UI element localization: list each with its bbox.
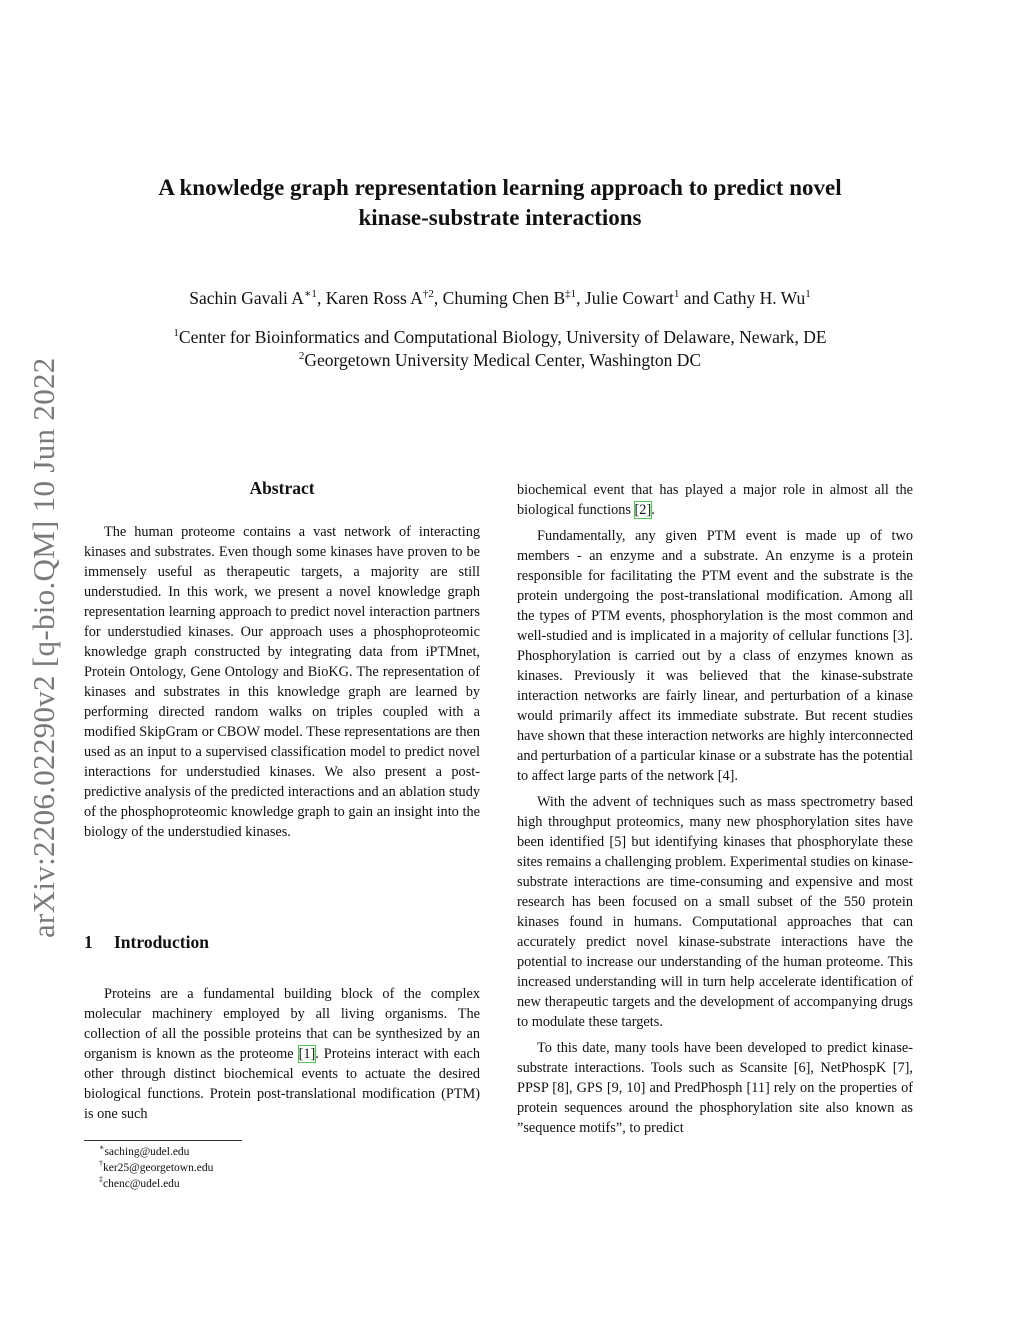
body-paragraph: Fundamentally, any given PTM event is made up of two members - an enzyme and a substrate. An enzyme is a protein responsible for facilitating the PTM event and the substrate is the protein undergoing the post-translational modification. Among all the types of PTM events, phosphorylation is the most common and well-studied and is implicated in a majority of cellular functions [3]. Phosphorylation is carried out by a class of enzymes known as kinases. Previously it was believed that the kinase-substrate interaction networks are fairly linear, and perturbation of a kinase would primarily affect its immediate substrate. But recent studies have shown that these interaction networks are highly interconnected and perturbation of a particular kinase or a substrate has the potential to affect large parts of the network [4]. xyxy=(517,528,913,784)
author-and: and xyxy=(679,288,714,308)
intro-paragraph xyxy=(84,984,480,1124)
author-mark: 1 xyxy=(805,288,811,301)
author-mark: ‡1 xyxy=(565,288,577,301)
author-name: Cathy H. Wu xyxy=(713,288,806,308)
section-heading-introduction xyxy=(84,932,209,953)
author-name: Sachin Gavali A xyxy=(189,288,304,308)
author-list xyxy=(100,286,900,310)
footnote-item xyxy=(84,1176,213,1192)
introduction-body xyxy=(84,984,480,1130)
footnote-mark: † xyxy=(99,1159,103,1169)
footnote-item xyxy=(84,1144,213,1160)
affiliation-item xyxy=(100,326,900,349)
title-line-2: kinase-substrate interactions xyxy=(358,205,642,230)
affiliation-text: Center for Bioinformatics and Computational Biology, University of Delaware, Newark, DE xyxy=(178,327,827,347)
abstract-text: The human proteome contains a vast network of interacting kinases and substrates. Even though some kinases have proven to be immensely useful as therapeutic targets, a majority are still understudied. In this work, we present a novel knowledge graph representation learning approach to predict novel interaction partners for understudied kinases. Our approach uses a phosphoproteomic knowledge graph constructed by integrating data from iPTMnet, Protein Ontology, Gene Ontology and BioKG. The representation of kinases and substrates in this knowledge graph are learned by performing directed random walks on triples coupled with a modified SkipGram or CBOW model. These representations are then used as an input to a supervised classification model to predict novel interactions for understudied kinases. We also present a post-predictive analysis of the predicted interactions and an ablation study of the phosphoproteomic knowledge graph to gain an insight into the biology of the understudied kinases. xyxy=(84,524,480,840)
footnote-mark: ‡ xyxy=(99,1175,103,1185)
body-paragraph: With the advent of techniques such as mass spectrometry based high throughput proteomics, many new phosphorylation sites have been identified [5] but identifying kinases that phosphorylate these sites remains a challenging problem. Experimental studies on kinase-substrate interactions are time-consuming and expensive and most research has been focused on a small subset of the 550 protein kinases found in humans. Computational approaches that can accurately predict novel kinase-substrate interactions have the potential to increase our understanding of the human proteome. This increased understanding will in turn help accelerate identification of new therapeutic targets and the development of accompanying drugs to modulate these targets. xyxy=(517,794,913,1030)
affiliation-mark: 2 xyxy=(298,350,305,363)
right-column xyxy=(517,480,913,1144)
footnote-email: chenc@udel.edu xyxy=(103,1178,180,1190)
footnotes xyxy=(84,1144,213,1192)
author-name: Chuming Chen B xyxy=(442,288,566,308)
paper-title xyxy=(110,173,890,233)
arxiv-stamp: arXiv:2206.02290v2 [q-bio.QM] 10 Jun 2022 xyxy=(26,357,61,938)
footnote-mark: ∗ xyxy=(99,1143,105,1153)
affiliation-item xyxy=(100,349,900,372)
affiliations xyxy=(100,326,900,372)
footnote-email: ker25@georgetown.edu xyxy=(103,1162,214,1174)
affiliation-mark: 1 xyxy=(173,327,179,340)
abstract-heading: Abstract xyxy=(249,478,315,498)
paragraph-text: biochemical event that has played a major role in almost all the biological functions xyxy=(517,482,913,518)
paragraph-text: Proteins are a fundamental building block of the complex molecular machinery employed by all living organisms. The collection of all the possible proteins that can be synthesized by an organism is known as the proteome xyxy=(84,986,480,1062)
paragraph-text: . Proteins interact with each other through distinct biochemical events to actuate the desired biological functions. Protein post-translational modification (PTM) is one such xyxy=(84,1046,480,1122)
author-separator: , xyxy=(576,288,585,308)
body-paragraph: To this date, many tools have been developed to predict kinase-substrate interactions. Tools such as Scansite [6], NetPhospK [7], PPSP [8], GPS [9, 10] and PredPhosph [11] rely on the properties of protein sequences around the phosphorylation site also known as ”sequence motifs”, to predict xyxy=(517,1040,913,1136)
paragraph-text: . xyxy=(651,502,655,518)
citation-link[interactable]: [1] xyxy=(298,1046,316,1062)
section-number: 1 xyxy=(84,932,93,952)
title-line-1: A knowledge graph representation learning approach to predict novel xyxy=(158,175,842,200)
footnote-item xyxy=(84,1160,213,1176)
footnote-divider xyxy=(84,1140,242,1141)
author-separator: , xyxy=(433,288,443,308)
author-mark: ∗1 xyxy=(303,288,317,301)
affiliation-text: Georgetown University Medical Center, Washington DC xyxy=(304,350,702,370)
author-mark: †2 xyxy=(422,288,434,301)
section-title: Introduction xyxy=(114,932,209,952)
author-name: Karen Ross A xyxy=(325,288,423,308)
abstract-body xyxy=(84,522,480,842)
footnote-email: saching@udel.edu xyxy=(104,1146,190,1158)
author-name: Julie Cowart xyxy=(584,288,674,308)
body-paragraph xyxy=(517,480,913,520)
author-mark: 1 xyxy=(673,288,680,301)
citation-link[interactable]: [2] xyxy=(634,502,652,518)
author-separator: , xyxy=(316,288,326,308)
